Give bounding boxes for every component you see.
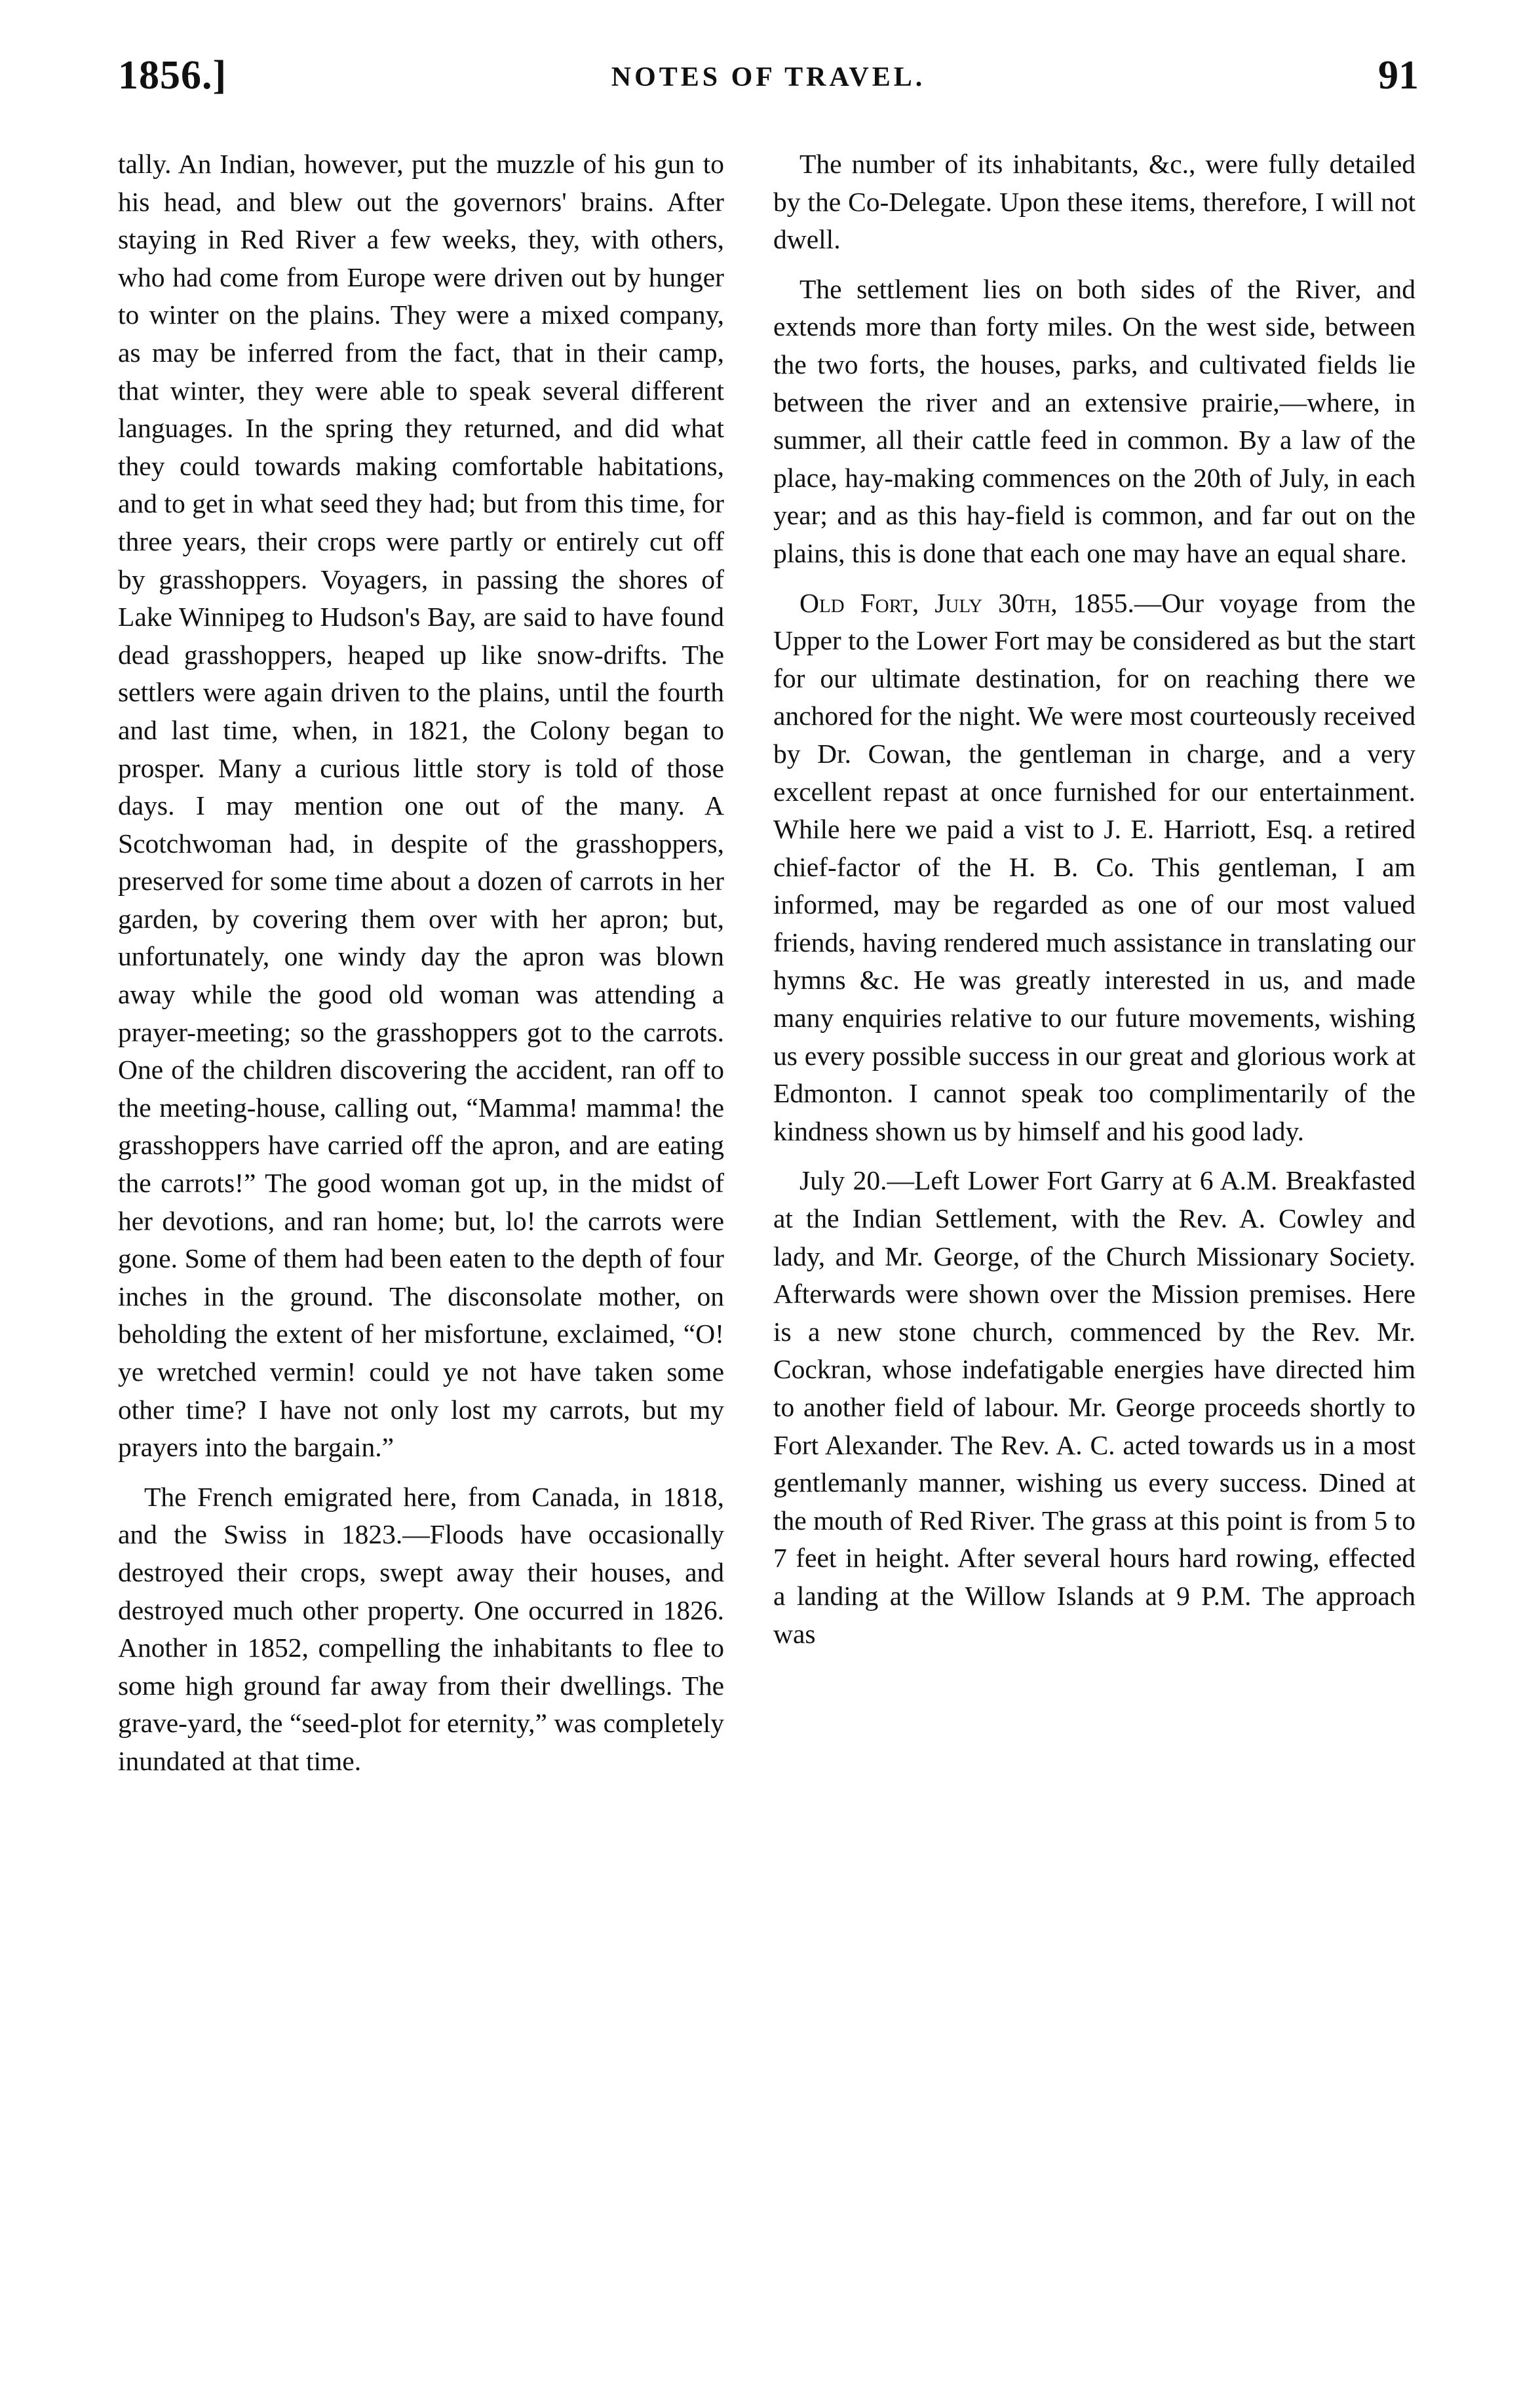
right-paragraph-3-body: —Our voyage from the Upper to the Lower Fort may be considered as but the start for our ultimate destination, for on reaching there we anchored for the night. We were most courteously received by Dr. Cowan, the gentleman in charge, and a very excellent repast at once furnished for our entertainment. While here we paid a vist to J. E. Harriott, Esq. a retired chief-factor of the H. B. Co. This gentleman, I am informed, may be regarded as one of our most valued friends, having rendered much assistance in translating our hymns &c. He was greatly interested in us, and made many enquiries relative to our future movements, wishing us every possible success in our great and glorious work at Edmonton. I cannot speak too complimentarily of the kindness shown us by himself and his good lady. (773, 587, 1415, 1146)
right-paragraph-1: The number of its inhabitants, &c., were fully detailed by the Co-Delegate. Upon these items, therefore, I will not dwell. (773, 149, 1415, 255)
right-paragraph-4: July 20.—Left Lower Fort Garry at 6 A.M. Breakfasted at the Indian Settlement, with the Rev. A. Cowley and lady, and Mr. George, of the Church Missionary Society. Afterwards were shown over the Mission premises. Here is a new stone church, commenced by the Rev. Mr. Cockran, whose indefatigable energies have directed him to another field of labour. Mr. George proceeds shortly to Fort Alexander. The Rev. A. C. acted towards us in a most gentlemanly manner, wishing us every success. Dined at the mouth of Red River. The grass at this point is from 5 to 7 feet in height. After several hours hard rowing, effected a landing at the Willow Islands at 9 P.M. The approach was (773, 1165, 1415, 1649)
right-paragraph-2: The settlement lies on both sides of the River, and extends more than forty miles. On the west side, between the two forts, the houses, parks, and cultivated fields lie between the river and an extensive prairie,—where, in summer, all their cattle feed in common. By a law of the place, hay-making commences on the 20th of July, in each year; and as this hay-field is common, and far out on the plains, this is done that each one may have an equal share. (773, 273, 1415, 568)
running-head-year: 1856.] (118, 53, 227, 98)
page-number: 91 (1378, 53, 1419, 98)
right-paragraph-3 (773, 585, 1415, 1151)
right-column (773, 145, 1415, 1665)
running-head (118, 52, 1419, 111)
left-column (118, 145, 724, 1792)
running-head-title: NOTES OF TRAVEL. (611, 62, 926, 92)
dateline: Old Fort, July 30th, 1855. (799, 587, 1134, 618)
left-paragraph-2: The French emigrated here, from Canada, in 1818, and the Swiss in 1823.—Floods have occasionally destroyed their crops, swept away their houses, and destroyed much other property. One occurred in 1826. Another in 1852, compelling the inhabitants to flee to some high ground far away from their dwellings. The grave-yard, the “seed-plot for eternity,” was completely inundated at that time. (118, 1481, 724, 1776)
left-paragraph-1: tally. An Indian, however, put the muzzle of his gun to his head, and blew out the governors' brains. After staying in Red River a few weeks, they, with others, who had come from Europe were driven out by hunger to winter on the plains. They were a mixed company, as may be inferred from the fact, that in their camp, that winter, they were able to speak several different languages. In the spring they returned, and did what they could towards making comfortable habitations, and to get in what seed they had; but from this time, for three years, their crops were partly or entirely cut off by grasshoppers. Voyagers, in passing the shores of Lake Winnipeg to Hudson's Bay, are said to have found dead grasshoppers, heaped up like snow-drifts. The settlers were again driven to the plains, until the fourth and last time, when, in 1821, the Colony began to prosper. Many a curious little story is told of those days. I may mention one out of the many. A Scotchwoman had, in despite of the grasshoppers, preserved for some time about a dozen of carrots in her garden, by covering them over with her apron; but, unfortunately, one windy day the apron was blown away while the good old woman was attending a prayer-meeting; so the grasshoppers got to the carrots. One of the children discovering the accident, ran off to the meeting-house, calling out, “Mamma! mamma! the grasshoppers have carried off the apron, and are eating the carrots!” The good woman got up, in the midst of her devotions, and ran home; but, lo! the carrots were gone. Some of them had been eaten to the depth of four inches in the ground. The disconsolate mother, on beholding the extent of her misfortune, exclaimed, “O! ye wretched vermin! could ye not have taken some other time? I have not only lost my carrots, but my prayers into the bargain.” (118, 149, 724, 1463)
